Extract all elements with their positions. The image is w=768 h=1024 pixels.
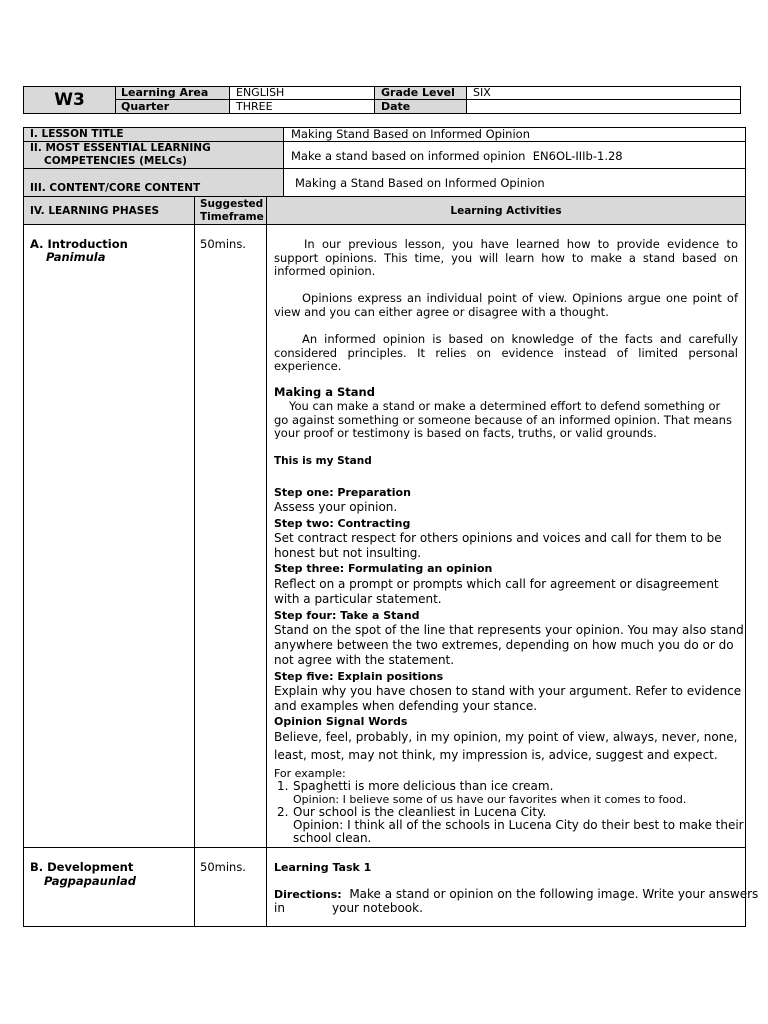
example-1-text: Spaghetti is more delicious than ice cream. [293, 779, 554, 793]
this-is-my-stand: This is my Stand [274, 455, 372, 467]
introduction-phase-sub: Panimula [46, 250, 106, 264]
making-stand-text: You can make a stand or make a determined effort to defend something or go against something or someone because of an informed opinion. That means your proof or testimony is based on facts, truths, or valid grounds. [274, 400, 732, 439]
learning-area-value: ENGLISH [236, 86, 285, 99]
development-time: 50mins. [200, 860, 246, 874]
timeframe-header-line2: Timeframe [200, 211, 264, 223]
melc-value: Make a stand based on informed opinion EN6OL-IIIb-1.28 [291, 149, 623, 163]
signal-words-line2: least, most, may not think, my impression is, advice, suggest and expect. [274, 748, 718, 762]
melc-label-line1: II. MOST ESSENTIAL LEARNING [30, 142, 211, 154]
intro-paragraph-2: Opinions express an individual point of view. Opinions argue one point of view and you can either agree or disagree with a thought. [274, 291, 738, 319]
development-phase: B. Development [30, 860, 134, 874]
learning-task-title: Learning Task 1 [274, 861, 372, 874]
introduction-time: 50mins. [200, 237, 246, 251]
step1-title: Step one: Preparation [274, 486, 411, 499]
step1-text: Assess your opinion. [274, 500, 398, 514]
step4-title: Step four: Take a Stand [274, 609, 420, 622]
date-label: Date [381, 100, 411, 113]
making-stand-title: Making a Stand [274, 385, 375, 399]
development-phase-sub: Pagpapaunlad [44, 874, 136, 888]
for-example-label: For example: [274, 767, 346, 780]
step2-title: Step two: Contracting [274, 517, 411, 530]
directions-line2: your notebook. [332, 901, 423, 915]
learning-area-label: Learning Area [121, 86, 209, 99]
melc-code: EN6OL-IIIb-1.28 [532, 149, 623, 163]
lesson-title-value: Making Stand Based on Informed Opinion [291, 127, 530, 141]
grade-level-label: Grade Level [381, 86, 455, 99]
step2-text: Set contract respect for others opinions and voices and call for them to be honest but not insulting. [274, 531, 722, 560]
phases-header: IV. LEARNING PHASES [30, 205, 160, 217]
content-label: III. CONTENT/CORE CONTENT [30, 182, 201, 194]
quarter-value: THREE [236, 100, 273, 113]
week-label: W3 [54, 90, 85, 110]
melc-label-line2: COMPETENCIES (MELCs) [44, 155, 187, 167]
activities-header: Learning Activities [450, 205, 562, 217]
intro-paragraph-3: An informed opinion is based on knowledge of the facts and carefully considered principles. It relies on evidence instead of limited personal experience. [274, 332, 738, 373]
step3-text: Reflect on a prompt or prompts which call for agreement or disagreement with a particular statement. [274, 577, 719, 606]
directions-label: Directions: [274, 888, 342, 901]
example-1-number: 1. [277, 779, 289, 793]
example-2-opinion-line2: school clean. [293, 831, 372, 845]
step3-title: Step three: Formulating an opinion [274, 562, 493, 575]
intro-paragraph-1: In our previous lesson, you have learned how to provide evidence to support opinions. This time, you will learn how to make a stand based on informed opinion. [274, 237, 738, 278]
step4-text: Stand on the spot of the line that represents your opinion. You may also stand anywhere between the two extremes, depending on how much you do or do not agree with the statement. [274, 623, 744, 667]
step5-text: Explain why you have chosen to stand with your argument. Refer to evidence and examples when defending your stance. [274, 684, 742, 713]
grade-level-value: SIX [473, 86, 491, 99]
timeframe-header-line1: Suggested [200, 198, 264, 210]
directions-line1: Directions: Make a stand or opinion on the following image. Write your answers in [274, 887, 759, 915]
example-2-text: Our school is the cleanliest in Lucena City. [293, 805, 547, 819]
introduction-phase: A. Introduction [30, 237, 128, 251]
example-2-opinion-line1: Opinion: I think all of the schools in Lucena City do their best to make their [293, 818, 744, 832]
signal-words-line1: Believe, feel, probably, in my opinion, my point of view, always, never, none, [274, 730, 738, 744]
content-value: Making a Stand Based on Informed Opinion [295, 176, 545, 190]
step5-title: Step five: Explain positions [274, 670, 444, 683]
example-2-number: 2. [277, 805, 289, 819]
example-1-opinion: Opinion: I believe some of us have our favorites when it comes to food. [293, 793, 687, 806]
lesson-title-label: I. LESSON TITLE [30, 128, 124, 140]
quarter-label: Quarter [121, 100, 170, 113]
signal-words-title: Opinion Signal Words [274, 715, 408, 728]
